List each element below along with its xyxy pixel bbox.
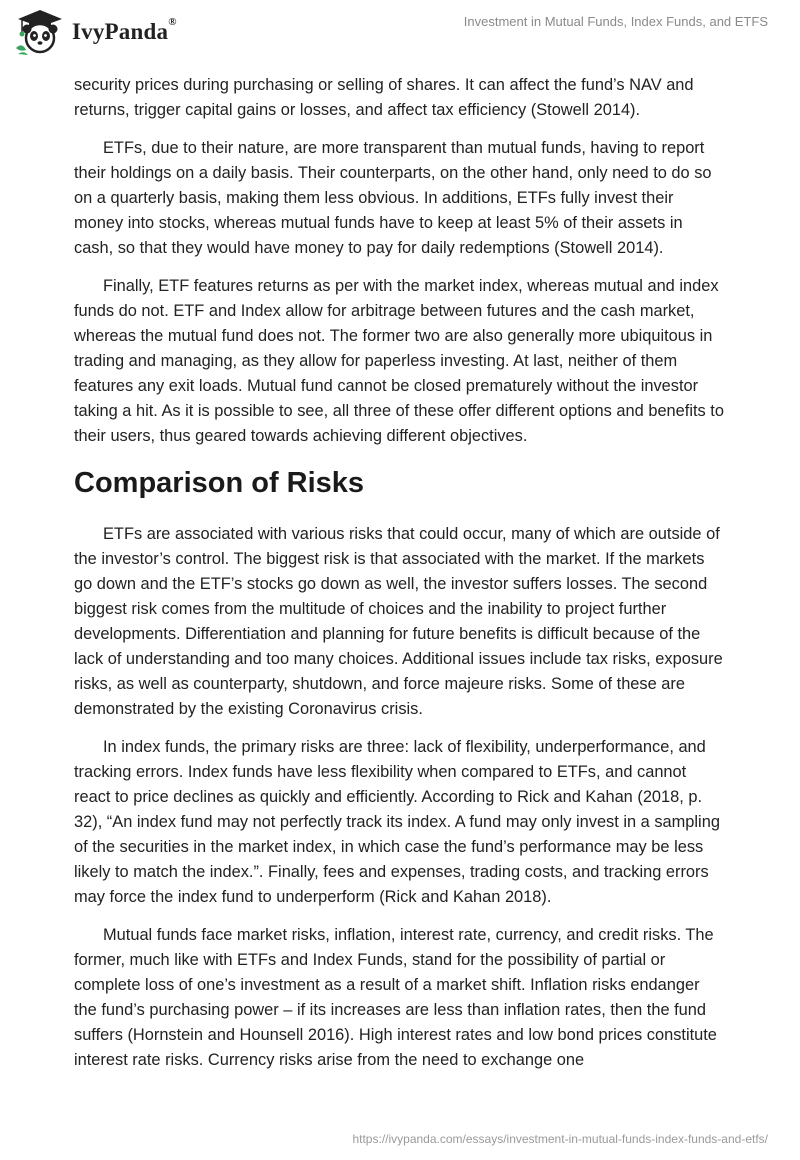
paragraph-1: security prices during purchasing or selling of shares. It can affect the fund’s NAV and returns, trigger capital gains or losses, and affect tax efficiency (Stowell 2014). bbox=[74, 76, 694, 119]
registered-mark: ® bbox=[168, 16, 177, 28]
brand-name: IvyPanda® bbox=[72, 16, 177, 44]
paragraph-6: Mutual funds face market risks, inflation, interest rate, currency, and credit risks. The former, much like with ETFs and Index Funds, stand for the possibility of partial or complete loss of one’s investment as a result of a market shift. Inflation risks endanger the fund’s purchasing power – if its increases are less than inflation rates, then the fund suffers (Hornstein and Hounsell 2016). High interest rates and low bond prices constitute interest rate risks. Currency risks arise from the need to exchange one bbox=[74, 926, 717, 1069]
ivypanda-logo[interactable] bbox=[14, 8, 177, 56]
source-url-link[interactable]: https://ivypanda.com/essays/investment-in-mutual-funds-index-funds-and-etfs/ bbox=[352, 1132, 768, 1146]
page-header bbox=[0, 0, 800, 66]
document-title: Investment in Mutual Funds, Index Funds, and ETFS bbox=[463, 14, 768, 29]
panda-logo-icon bbox=[14, 8, 66, 56]
paragraph-5: In index funds, the primary risks are three: lack of flexibility, underperformance, and tracking errors. Index funds have less flexibility when compared to ETFs, and cannot react to price declines as quickly and efficiently. According to Rick and Kahan (2018, p. 32), “An index fund may not perfectly track its index. A fund may only invest in a sampling of the securities in the market index, in which case the fund’s performance may be less likely to match the index.”. Finally, fees and expenses, trading costs, and tracking errors may force the index fund to underperform (Rick and Kahan 2018). bbox=[74, 738, 720, 906]
section-heading: Comparison of Risks bbox=[74, 467, 365, 499]
essay-body bbox=[74, 73, 726, 1086]
paragraph-3: Finally, ETF features returns as per with the market index, whereas mutual and index funds do not. ETF and Index allow for arbitrage between futures and the cash market, whereas the mutual fund does not. The former two are also generally more ubiquitous in trading and managing, as they allow for paperless investing. At last, neither of them features any exit loads. Mutual fund cannot be closed prematurely without the investor taking a hit. As it is possible to see, all three of these offer different options and benefits to their users, thus geared towards achieving different objectives. bbox=[74, 277, 724, 445]
paragraph-4: ETFs are associated with various risks that could occur, many of which are outside of the investor’s control. The biggest risk is that associated with the market. If the markets go down and the ETF’s stocks go down as well, the investor suffers losses. The second biggest risk comes from the multitude of choices and the inability to project further developments. Differentiation and planning for future benefits is difficult because of the lack of understanding and too many choices. Additional issues include tax risks, exposure risks, as well as counterparty, shutdown, and force majeure risks. Some of these are demonstrated by the existing Coronavirus crisis. bbox=[74, 525, 723, 718]
paragraph-2: ETFs, due to their nature, are more transparent than mutual funds, having to report their holdings on a daily basis. Their counterparts, on the other hand, only need to do so on a quarterly basis, making them less obvious. In additions, ETFs fully invest their money into stocks, whereas mutual funds have to keep at least 5% of their assets in cash, so that they would have money to pay for daily redemptions (Stowell 2014). bbox=[74, 139, 712, 257]
